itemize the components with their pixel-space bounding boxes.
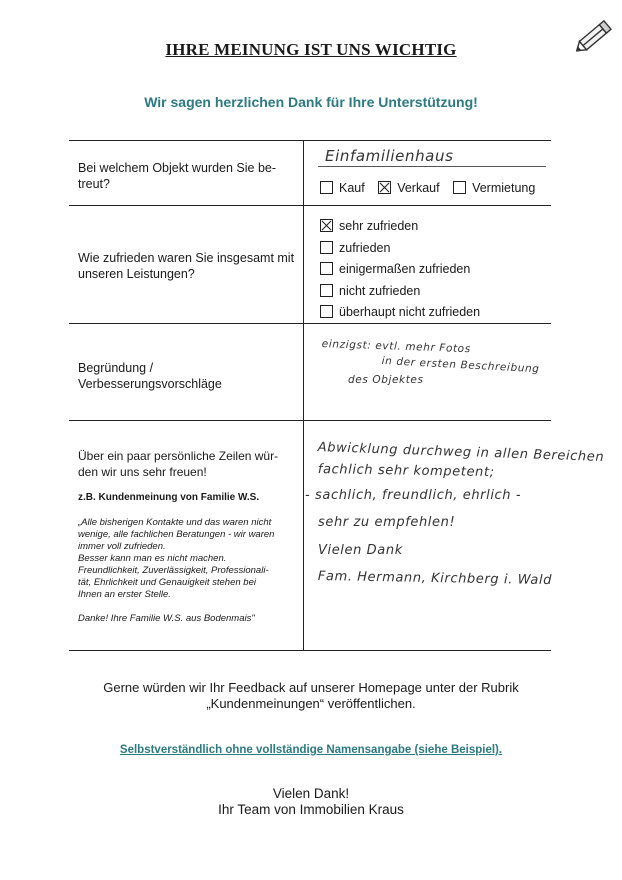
example-testimonial: „Alle bisherigen Kontakte und das waren nicht wenige, alle fachlichen Beratungen - wir waren immer voll zufrieden. Besser kann man es nicht machen. Freundlichkeit, Zuverlässigkeit, Professionali- tät, Ehrlichkeit und Genauigkeit stehen bei Ihnen an erster Stelle.: [78, 517, 275, 600]
option-nicht-zufrieden[interactable]: nicht zufrieden: [320, 281, 480, 303]
transaction-type-options: [320, 181, 535, 195]
homepage-notice: Gerne würden wir Ihr Feedback auf unserer Homepage unter der Rubrik „Kundenmeinungen“ veröffentlichen.: [103, 680, 519, 711]
table-bottom-border: [69, 650, 551, 651]
column-divider: [303, 140, 304, 650]
row-divider: [69, 205, 551, 206]
option-vermietung[interactable]: Vermietung: [453, 181, 535, 195]
example-heading: z.B. Kundenmeinung von Familie W.S.: [78, 492, 260, 503]
question-object: Bei welchem Objekt wurden Sie be- treut?: [78, 161, 277, 191]
checkbox-vermietung[interactable]: [453, 181, 466, 194]
option-zufrieden[interactable]: zufrieden: [320, 238, 480, 260]
handwritten-suggestion-1: einzigst: evtl. mehr Fotos: [321, 338, 471, 356]
handwritten-feedback-3: - sachlich, freundlich, ehrlich -: [305, 488, 522, 503]
handwritten-object-type: Einfamilienhaus: [325, 147, 454, 165]
option-einigermassen-zufrieden[interactable]: einigermaßen zufrieden: [320, 259, 480, 281]
checkbox-sehr-zufrieden[interactable]: [320, 219, 333, 232]
question-satisfaction: Wie zufrieden waren Sie insgesamt mit unseren Leistungen?: [78, 251, 295, 281]
handwritten-suggestion-2: in der ersten Beschreibung: [381, 355, 540, 376]
handwritten-feedback-6: Fam. Hermann, Kirchberg i. Wald: [317, 569, 553, 589]
answer-line: [318, 166, 546, 167]
question-personal-lines: Über ein paar persönliche Zeilen wür- den wir uns sehr freuen!: [78, 449, 279, 479]
row-divider: [69, 420, 551, 421]
handwritten-feedback-2: fachlich sehr kompetent;: [317, 462, 495, 481]
checkbox-nicht-zufrieden[interactable]: [320, 284, 333, 297]
handwritten-feedback-5: Vielen Dank: [318, 543, 403, 558]
example-signature: Danke! Ihre Familie W.S. aus Bodenmais": [78, 613, 255, 624]
checkbox-kauf[interactable]: [320, 181, 333, 194]
handwritten-suggestion-3: des Objektes: [348, 374, 424, 386]
checkbox-verkauf[interactable]: [378, 181, 391, 194]
option-verkauf[interactable]: Verkauf: [378, 181, 439, 195]
option-kauf[interactable]: Kauf: [320, 181, 365, 195]
handwritten-feedback-4: sehr zu empfehlen!: [318, 515, 456, 530]
checkbox-ueberhaupt-nicht-zufrieden[interactable]: [320, 305, 333, 318]
pencil-icon: [572, 14, 616, 60]
page-subtitle: Wir sagen herzlichen Dank für Ihre Unterstützung!: [144, 94, 478, 110]
option-sehr-zufrieden[interactable]: sehr zufrieden: [320, 216, 480, 238]
closing: Vielen Dank! Ihr Team von Immobilien Kraus: [218, 786, 404, 817]
option-ueberhaupt-nicht-zufrieden[interactable]: überhaupt nicht zufrieden: [320, 302, 480, 324]
satisfaction-options: [320, 216, 480, 324]
page-title: IHRE MEINUNG IST UNS WICHTIG: [165, 40, 457, 59]
checkbox-einigermassen-zufrieden[interactable]: [320, 262, 333, 275]
handwritten-feedback-1: Abwicklung durchweg in allen Bereichen: [317, 440, 605, 465]
question-suggestions: Begründung / Verbesserungsvorschläge: [78, 361, 222, 391]
checkbox-zufrieden[interactable]: [320, 241, 333, 254]
anonymity-note: Selbstverständlich ohne vollständige Namensangabe (siehe Beispiel).: [119, 744, 503, 756]
table-top-border: [69, 140, 551, 141]
